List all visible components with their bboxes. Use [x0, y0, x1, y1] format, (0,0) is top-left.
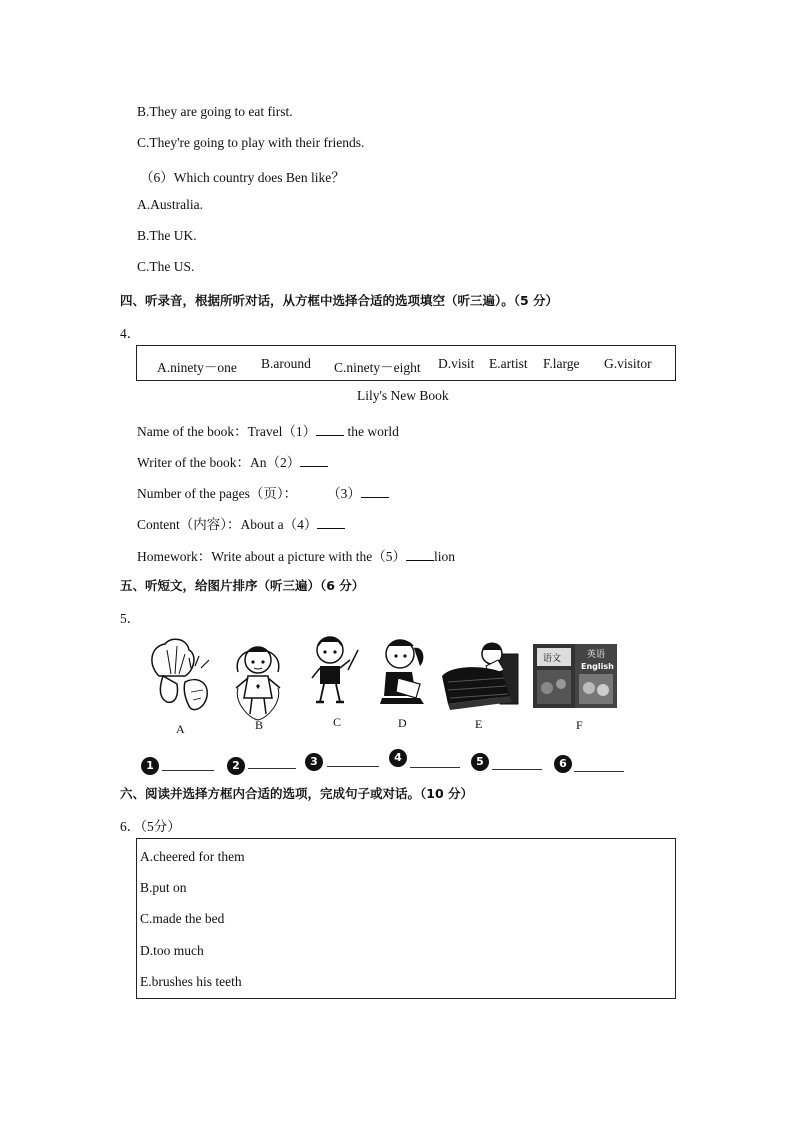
order-answer-line[interactable]	[410, 767, 460, 768]
q3-6-question: （6）Which country does Ben like？	[140, 170, 345, 185]
boy-playing-picture	[306, 630, 362, 716]
picture-label: E	[475, 717, 483, 731]
option-item: D.too much	[140, 943, 204, 958]
word-option: D.visit	[438, 356, 475, 371]
fill-line-1	[137, 420, 399, 440]
option-item: B.put on	[140, 880, 187, 895]
textbooks-picture	[533, 644, 617, 708]
q3-6-option-a: A.Australia.	[137, 197, 203, 212]
options-box	[136, 838, 676, 999]
word-option: F.large	[543, 356, 580, 371]
answer-blank[interactable]	[300, 454, 328, 467]
word-option: A.ninety－one	[157, 360, 237, 375]
section5-heading: 五、听短文，给图片排序（听三遍）（6 分）	[120, 578, 365, 593]
order-answer-line[interactable]	[327, 766, 379, 767]
fill-line-4	[137, 513, 345, 533]
order-number-badge: 4	[389, 749, 407, 767]
section4-number: 4．	[120, 326, 141, 341]
answer-blank[interactable]	[361, 485, 389, 498]
line-text: （3）	[327, 486, 361, 501]
q3-option-b: B.They are going to eat first.	[137, 104, 293, 119]
section4-heading: 四、听录音，根据所听对话，从方框中选择合适的选项填空（听三遍）。（5 分）	[120, 293, 559, 308]
line-text: the world	[347, 424, 399, 439]
picture-label: A	[176, 722, 185, 736]
book-cover-text: English	[581, 662, 614, 671]
order-answer-line[interactable]	[162, 770, 214, 771]
line-text: Number of the pages（页）：	[137, 486, 298, 501]
option-item: E.brushes his teeth	[140, 974, 242, 989]
option-item: C.made the bed	[140, 911, 225, 926]
passage-title: Lily's New Book	[357, 388, 449, 403]
order-number-badge: 5	[471, 753, 489, 771]
picture-label: F	[576, 718, 583, 732]
order-answer-line[interactable]	[248, 768, 296, 769]
order-number-badge: 6	[554, 755, 572, 773]
line-text: Name of the book：Travel（1）	[137, 424, 317, 439]
q3-6-option-b: B.The UK.	[137, 228, 197, 243]
girl-reading-picture	[376, 632, 430, 716]
book-cover-text: 语文	[543, 654, 562, 664]
picture-label: C	[333, 715, 342, 729]
order-number-badge: 2	[227, 757, 245, 775]
word-option: C.ninety－eight	[334, 360, 421, 375]
line-text: Writer of the book：An（2）	[137, 455, 301, 470]
q3-option-c: C.They're going to play with their friends.	[137, 135, 365, 150]
picture-label: B	[255, 718, 264, 732]
word-option: E.artist	[489, 356, 528, 371]
section6-heading: 六、阅读并选择方框内合适的选项，完成句子或对话。（10 分）	[120, 786, 473, 801]
fill-line-5	[137, 545, 455, 565]
line-text: lion	[434, 549, 456, 564]
line-text: Content（内容）：About a（4）	[137, 517, 318, 532]
answer-blank[interactable]	[317, 516, 345, 529]
order-number-badge: 1	[141, 757, 159, 775]
girl-jumping-rope-picture	[228, 632, 288, 722]
order-answer-line[interactable]	[574, 771, 624, 772]
section5-number: 5．	[120, 611, 141, 626]
line-text: Homework：Write about a picture with the（5）	[137, 549, 407, 564]
fill-line-2	[137, 451, 328, 471]
book-cover-text: 英语	[587, 650, 606, 660]
answer-blank[interactable]	[316, 423, 344, 436]
word-option: B.around	[261, 356, 311, 371]
child-in-bed-picture	[440, 636, 522, 712]
section6-number: 6．（5分）	[120, 819, 181, 834]
option-item: A.cheered for them	[140, 849, 245, 864]
answer-blank[interactable]	[406, 548, 434, 561]
order-answer-line[interactable]	[492, 769, 542, 770]
order-number-badge: 3	[305, 753, 323, 771]
fill-line-3	[137, 482, 389, 502]
q3-6-option-c: C.The US.	[137, 259, 195, 274]
vegetables-picture	[145, 636, 220, 721]
word-bank-box	[136, 345, 676, 381]
picture-label: D	[398, 716, 407, 730]
word-option: G.visitor	[604, 356, 652, 371]
